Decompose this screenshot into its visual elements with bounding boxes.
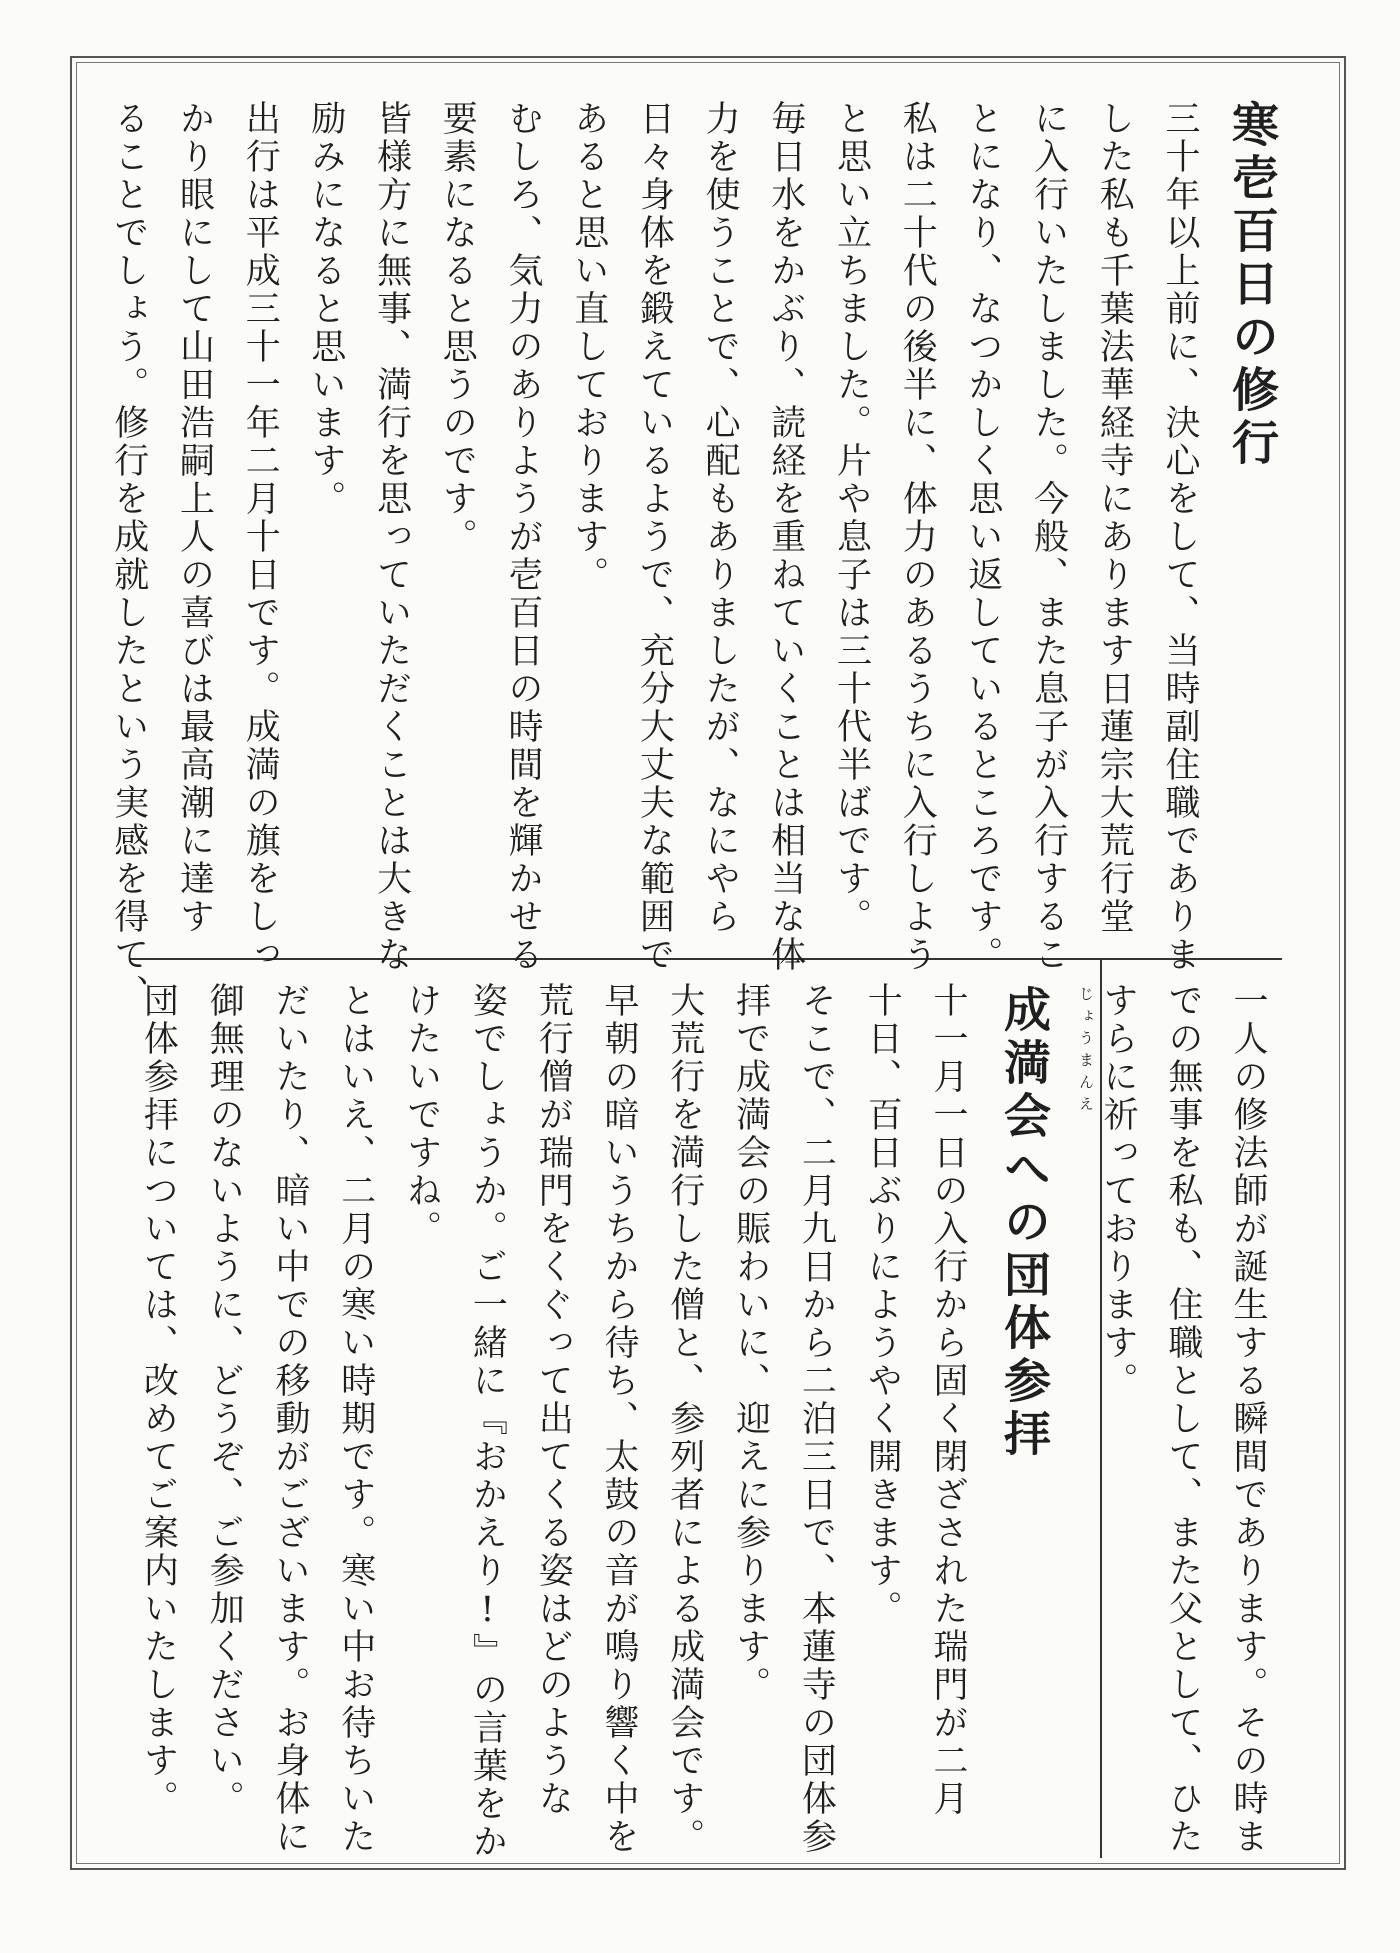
- section3-line-6: 早朝の暗いうちから待ち、太鼓の音が鳴り響く中を: [599, 982, 639, 1856]
- section1-line-1: 三十年以上前に、決心をして、当時副住職でありま: [1160, 100, 1200, 974]
- section1-line-6: と思い立ちました。片や息子は三十代半ばです。: [831, 100, 872, 936]
- section1-line-10: あると思い直しております。: [568, 100, 609, 594]
- section1-line-5: 私は二十代の後半に、体力のあるうちに入行しよう: [897, 100, 938, 974]
- section3-line-7: 荒行僧が瑞門をくぐって出てくる姿はどのような: [533, 982, 574, 1818]
- section-title-jomane: 成満会への団体参拝: [996, 985, 1051, 1462]
- section1-line-13: 皆様方に無事、満行を思っていただくことは大きな: [371, 100, 412, 974]
- section-divider-horizontal: [130, 958, 1282, 960]
- section1-line-15: 出行は平成三十一年二月十日です。成満の旗をしっ: [240, 100, 281, 974]
- section3-line-12: 御無理のないように、どうぞ、ご参加ください。: [204, 982, 245, 1818]
- section3-line-9: けたいですね。: [401, 982, 442, 1248]
- section1-line-16: かり眼にして山田浩嗣上人の喜びは最高潮に達す: [174, 100, 215, 936]
- section1-line-7: 毎日水をかぶり、読経を重ねていくことは相当な体: [765, 100, 806, 974]
- section1-line-4: とになり、なつかしく思い返しているところです。: [962, 100, 1003, 974]
- section1-line-14: 励みになると思います。: [305, 100, 346, 518]
- section2-line-2: での無事を私も、住職として、また父として、ひた: [1163, 982, 1203, 1856]
- section3-line-1: 十一月一日の入行から固く閉ざされた瑞門が二月: [928, 982, 968, 1818]
- section3-line-13: 団体参拝については、改めてご案内いたします。: [138, 982, 179, 1818]
- section-title-kanichi: 寒壱百日の修行: [1224, 100, 1279, 471]
- section3-line-11: だいたり、暗い中での移動がございます。お身体に: [270, 982, 310, 1856]
- section3-line-5: 大荒行を満行した僧と、参列者による成満会です。: [664, 982, 705, 1856]
- section3-line-2: 十日、百日ぶりにようやく開きます。: [862, 982, 903, 1628]
- furigana-jomane: じょうまんえ: [1077, 986, 1095, 1118]
- section1-line-2: した私も千葉法華経寺にあります日蓮宗大荒行堂: [1094, 100, 1135, 936]
- section3-line-4: 拝で成満会の賑わいに、迎えに参ります。: [730, 982, 771, 1704]
- section1-line-8: 力を使うことで、心配もありましたが、なにやら: [700, 100, 741, 936]
- section1-line-17: ることでしょう。修行を成就したという実感を得て、: [108, 100, 149, 1012]
- section1-line-11: むしろ、気力のありようが壱百日の時間を輝かせる: [503, 100, 543, 974]
- section1-line-9: 日々身体を鍛えているようで、充分大丈夫な範囲で: [634, 100, 675, 974]
- section2-line-3: すらに祈っております。: [1098, 982, 1138, 1400]
- section1-line-3: に入行いたしました。今般、また息子が入行するこ: [1028, 100, 1069, 974]
- section1-line-12: 要素になると思うのです。: [437, 100, 478, 556]
- section3-line-3: そこで、二月九日から二泊三日で、本蓮寺の団体参: [796, 982, 837, 1856]
- section2-line-1: 一人の修法師が誕生する瞬間であります。その時ま: [1228, 982, 1268, 1856]
- section3-line-10: とはいえ、二月の寒い時期です。寒い中お待ちいた: [335, 982, 376, 1856]
- section3-line-8: 姿でしょうか。ご一緒に『おかえり!』の言葉をか: [467, 982, 508, 1861]
